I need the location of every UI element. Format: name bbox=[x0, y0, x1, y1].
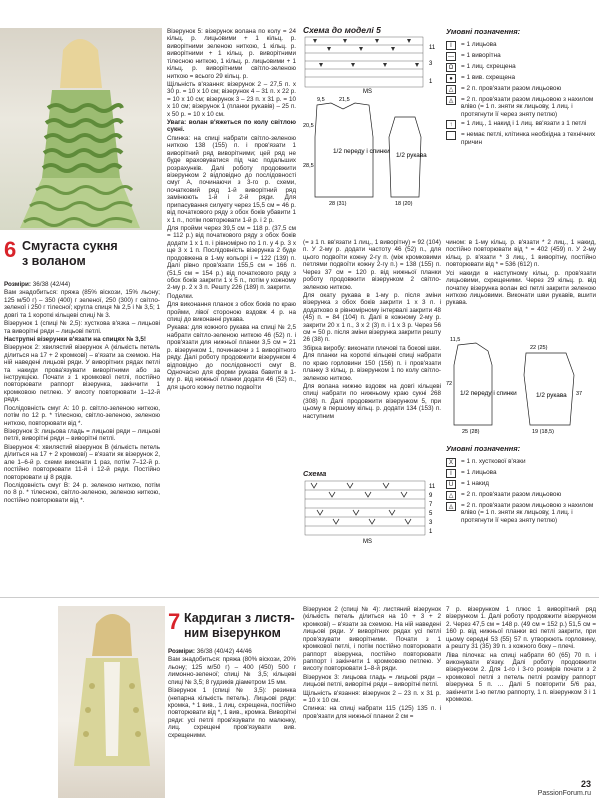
legend-item: ◬ = 2 п. пров'язати разом лицьовою з нахилом вліво (= 1 п. зняти як лицьову, 1 лиц. і протягнути її через зняту петлю) bbox=[446, 96, 596, 119]
article7-column-2 bbox=[303, 606, 441, 721]
row-number: 1 bbox=[429, 79, 433, 86]
dimension-label: 20,5 bbox=[303, 123, 314, 130]
legend-title: Умовні позначення: bbox=[446, 444, 521, 453]
article6-column-1 bbox=[4, 281, 160, 505]
dimension-label: 21,5 bbox=[339, 97, 350, 104]
legend-model5 bbox=[446, 28, 596, 149]
row-number: 9 bbox=[429, 492, 433, 499]
row-number: 11 bbox=[429, 483, 436, 490]
sizes-line: Розміри: 36/38 (42/44) bbox=[4, 281, 71, 288]
pattern-label-back: 1/2 переду і спинки bbox=[333, 148, 390, 156]
article7-title-line1: Кардиган з листя- bbox=[184, 611, 295, 625]
paragraph: Візерунок 3: лицьова гладь = лицьові ряди – лицьові петлі, виворітні ряди – виворітні петлі. bbox=[4, 428, 160, 443]
cardigan-illustration bbox=[58, 606, 165, 798]
legend-item: = немає петлі, клітинка необхідна з технічних причин bbox=[446, 131, 596, 146]
row-number: 3 bbox=[429, 61, 433, 68]
dimension-label: 11,5 bbox=[450, 337, 461, 343]
paragraph: Візерунок 4: хвилястий візерунок В (кількість петель ділиться на 17 + 2 кромкові) – в'язати як візерунок 2, але 1–6-й р. схеми виконати 1 раз, потім 7–12-й р. постійно повторювати 11-й і 12-й ряди. Постійно повторювати ці 8 рядів. bbox=[4, 443, 160, 481]
paragraph: 7 р. візерунком 1 плюс 1 виворітний ряд візерунком 1. Далі роботу продовжити візерунком 2. Через 47,5 см = 148 р. (49 см = 152 р.) 51,5 см = 160 р. від нижньої планки всі петлі закрити, при цьому середні 53 (55) 57 п. утворюють горловину, а решту 31 (35) 39 п. з кожного боку – плечі. bbox=[446, 606, 596, 651]
stitch-chart-leaf bbox=[303, 470, 443, 549]
paragraph: Послідовність смуг В: 24 р. зеленою ниткою, потім по 8 р. * тілесною, світло-зеленою, зеленою ниткою, постійно повторювати від *. bbox=[4, 481, 160, 504]
article7-column-1 bbox=[168, 648, 296, 740]
paragraph: Послідовність смуг А: 10 р. світло-зеленою ниткою, потім по 12 р. * тілесною, світло-зеленою, зеленою ниткою, повторювати від *. bbox=[4, 404, 160, 427]
article7-column-3 bbox=[446, 606, 596, 704]
legend-item: U = 1 накид bbox=[446, 480, 596, 489]
paragraph: Вам знадобиться: пряжа (85% віскози, 15% льону; 125 м/50 г) – 350 (400) г зеленої, 250 (300) г світло-зеленої і 250 г тілесної; кругла спиця № 2,5 і № 3,5; 1 довгі та 1 короткі кільцеві спиці № 3. bbox=[4, 289, 160, 319]
legend-item: Ω = 1 лиц. схрещена bbox=[446, 63, 596, 72]
ms-label: MS bbox=[363, 89, 372, 96]
sizes-line: Розміри: 36/38 (40/42) 44/46 bbox=[168, 648, 252, 655]
article7-title-line2: ним візерунком bbox=[184, 626, 281, 640]
legend-item: ↑ = 1 лиц., 1 накид і 1 лиц. вв'язати з 1 петлі bbox=[446, 120, 596, 129]
ms-label: MS bbox=[363, 538, 372, 545]
paragraph: Збірка виробу: виконати плечові та бокові шви. Для планки на короткі кільцеві спиці набрати по краю горловини 150 (156) п. і пров'язати планку 3 кільц. р. візерунком 1 по колу світло-зеленою ниткою. bbox=[303, 344, 441, 382]
dimension-label: 25 (28) bbox=[462, 429, 480, 435]
row-number: 3 bbox=[429, 519, 433, 526]
site-watermark: PassionForum.ru bbox=[537, 789, 591, 797]
pattern-label-sleeve: 1/2 рукава bbox=[396, 152, 427, 160]
paragraph: (= з 1 п. вв'язати 1 лиц., 1 виворітну) = 92 (104) п. У 2-му р. додати частоту 46 (52) п., для цього подвоїти кожну 2-гу п. (між кромковими петлями подвоїти кожну 2-гу п.) = 138 (155) п. Через 37 см = 120 р. від нижньої планки роботу продовжити візерунком 2 світло-зеленою ниткою. bbox=[303, 239, 441, 291]
article6-column-5 bbox=[446, 239, 596, 308]
chart-title: Схема bbox=[303, 469, 327, 478]
dimension-label: 72 bbox=[446, 381, 453, 387]
paragraph: Щільність в'язання: візерунок 2 – 23 п. х 31 р. = 10 х 10 см. bbox=[303, 689, 441, 705]
legend-item: ● = 1 вив. схрещена bbox=[446, 74, 596, 83]
row-number: 7 bbox=[429, 501, 433, 508]
article6-title-line2: з воланом bbox=[22, 254, 86, 268]
dress-illustration bbox=[0, 28, 162, 230]
paragraph: Візерунок 1 (спиці № 2,5): хусткова в'язка – лицьові та виворітні ряди – лицьові петлі. bbox=[4, 320, 160, 335]
dimension-label: 37 bbox=[576, 391, 583, 397]
article7-number: 7 bbox=[168, 609, 181, 634]
article7-title bbox=[168, 609, 298, 641]
article6-number: 6 bbox=[4, 237, 17, 262]
paragraph: Візерунок 1 (спиці № 3,5): резинка (непарна кількість петель). Лицьові ряди: кромка, * 1 вив., 1 лиц. схрещена, постійно повторювати від *, 1 вив., кромка. Виворітні ряди: усі петлі пров'язувати по малюнку, лиц. схрещені пров'язувати вив. схрещеними. bbox=[168, 687, 296, 739]
paragraph: Для пройми через 39,5 см = 118 р. (37,5 см = 112 р.) від початкового ряду з обох боків додати 1 х 1 п. і рівномірно по 1 п. у 4 р. 3 х ще 3 х 1 п. Послідовність візерунка 2 буде продовжена в 1-му кольорі і = 122 (139) п. Далі рівно пров'язати 155,5 см = 166 п. (51,5 см = 154 р.) від початкового ряду з обох боків закрити 1 х 5 п., потім у кожному 2-му р. 2 х 3 п. Решту 226 (189) п. закрити. bbox=[167, 224, 296, 292]
page-number: 23 bbox=[580, 779, 591, 790]
legend-item: I = 1 лицьова bbox=[446, 469, 596, 478]
paragraph: Візерунок 2: хвилястий візерунок А (кількість петель ділиться на 17 + 2 кромкові) – в'язати за схемою. На ній наведені лицьові ряди. У виворітних рядах петлі та накиди прова'язувати виворітними або за інструкцією. Почати з 1 кромкової петлі, постійно повторювати раппорт візерунка, закінчити 1 кромковою петлею. У висоту повторювати 1–12-й ряди. bbox=[4, 344, 160, 404]
paragraph: Візерунок 2 (спиці № 4): листяний візерунок (кількість петель ділиться на 10 + 3 + 2 кромкові) – в'язати за схемою. На ній наведені лицьові ряди. У виворітних рядах усі петлі пров'язувати виворітними. Почати з 1 кромкової петлі, і потім постійно повторювати раппорт візерунка, постійно повторювати раппорт і закінчити 1 кромковою петлею. У висоту повторювати 1–8-й ряди. bbox=[303, 606, 441, 673]
pattern-label-sleeve: 1/2 рукава bbox=[536, 392, 567, 399]
paragraph: Наструпні візерунки в'язати на спицях № 3,5! bbox=[4, 335, 146, 343]
article6-column-2 bbox=[167, 28, 296, 392]
scheme-model5 bbox=[303, 25, 443, 210]
legend-item: X = 1 п. хусткової в'язки bbox=[446, 458, 596, 467]
paragraph: Для волана нижню вздовж на довгі кільцеві спиці набрати по нижньому краю сукні 268 (308) п. Далі продовжити візерунком 5, при цьому в першому кільц. р. додати 134 (153) п. наступним bbox=[303, 383, 441, 420]
model-photo-cardigan bbox=[58, 606, 165, 798]
leaf-chart bbox=[303, 479, 443, 547]
dimension-label: 28,5 bbox=[303, 163, 314, 170]
paragraph: Візерунок 5: візерунок волана по колу = 24 кільц. р. лицьовими + 1 кільц. р. виворітними зеленою ниткою, 1 кільц. р. виворітними + 1 кільц. р. виворітними тілесною ниткою, 1 кільц. р. лицьовими + 1 кільц. р. виворітними світло-зеленою ниткою = всього 29 кільц. р. bbox=[167, 28, 296, 80]
legend-item: I = 1 лицьова bbox=[446, 41, 596, 50]
legend-model7 bbox=[446, 445, 596, 526]
row-number: 11 bbox=[429, 45, 436, 52]
article6-title-line1: Смугаста сукня bbox=[22, 239, 118, 253]
section-divider bbox=[0, 597, 599, 598]
paragraph: Спинка: на спиці набрати 115 (125) 135 п. і пров'язати для нижньої планки 2 см = bbox=[303, 705, 441, 720]
paragraph: Спинка: на спиці набрати світло-зеленою ниткою 138 (155) п. і пров'язати 1 виворітний ряд виворітними; цей ряд не буде враховуватися під час подальших розрахунків. Далі роботу продовжити візерунком 2 відповідно до послідовності смуг А, починаючи з 3-го р. схеми, початковий ряд 1-й виворітний ряд замінюють 1-й і 2-й ряди. Для припасування силуету через 15,5 см = 46 р. від початкового ряду з обох боків убавити 1 х 1 п., потім повторювати 1-й р. і 2 р. bbox=[167, 134, 296, 224]
legend-item: — = 1 виворітна bbox=[448, 51, 501, 60]
row-number: 5 bbox=[429, 510, 433, 517]
scheme-title: Схема до моделі 5 bbox=[303, 25, 381, 35]
legend-item: △ = 2 п. пров'язати разом лицьовою bbox=[446, 491, 596, 500]
paragraph: Для окату рукава в 1-му р. після зміни візерунка з обох боків закрити 1 х 3 п. і додатково в рівномірному інтервалі закрити 48 (45) п. = 84 (104) п. Далі в кожному 2-му р. закрити 20 х 1 п., 3 х 2 (3) п. і 1 х 3 р. Через 56 см = 50 р. після зміни візерунка закрити решту 26 (38) п. bbox=[303, 291, 441, 344]
legend-item: ◬ = 2 п. пров'язати разом лицьовою з нахилом вліво (= 1 п. зняти як лицьову, 1 лиц. і протягнути її через зняту петлю) bbox=[446, 502, 596, 525]
dimension-label: 18 (20) bbox=[395, 201, 413, 208]
row-number: 1 bbox=[429, 528, 433, 535]
paragraph: Вам знадобиться: пряжа (80% віскози, 20% льону; 125 м/50 г) – 400 (450) 500 г лимонно-зеленої; спиці № 3,5; кільцеві спиці № 3,5; 8 гудзиків діаметром 15 мм. bbox=[168, 656, 296, 686]
page-footer bbox=[538, 779, 591, 798]
dimension-label: 9,5 bbox=[317, 97, 325, 104]
pattern-outline-cardigan bbox=[446, 335, 596, 435]
paragraph: Для виконання планок з обох боків по краю пройми, лівої стороною вздовж 4 р. на спиці до виконанні рукава. bbox=[167, 301, 296, 324]
legend-title: Умовні позначення: bbox=[446, 27, 521, 36]
article6-column-4 bbox=[303, 239, 441, 421]
paragraph: Рукава: для кожного рукава на спиці № 2,5 набрати світло-зеленою ниткою 46 (52) п. і пров'язати для нижньої планки 3,5 см = 21 р. візерунком 1, починаючи з 1 виворітного ряду. Далі роботу продовжити візерунком 4 відповідно до послідовності смуг В. Одночасно для форми рукава бавити в 1-му р. від нижньої планки додати 46 (52) п., для цього кожну петлю подвоїти bbox=[167, 324, 296, 391]
paragraph: Поделки. bbox=[167, 292, 194, 300]
model-photo-dress bbox=[0, 28, 162, 230]
paragraph: Усі накиди в наступному кільц. р. пров'язати лицьовими, схрещеними. Через 29 кільц. р. від початку візерунка волан всі петлі закрити зеленою ниткою лицьовими. Виконати шви рукавів, вшити рукава. bbox=[446, 269, 596, 307]
article6-title bbox=[4, 237, 164, 269]
dimension-label: 22 (25) bbox=[530, 345, 548, 351]
legend-item: △ = 2 п. пров'язати разом лицьовою bbox=[446, 85, 596, 94]
stitch-chart-a bbox=[303, 35, 443, 95]
paragraph: Візерунок 3: лицьова гладь = лицьові ряди – лицьові петлі, виворітні ряди – виворітні петлі. bbox=[303, 673, 441, 689]
dimension-label: 28 (31) bbox=[329, 201, 347, 208]
paragraph: Щільність в'язання: візерунок 2 – 27,5 п. х 30 р. = 10 х 10 см; візерунок 4 – 31 п. х 22 р. = 10 х 10 см; візерунок 3 – 23 п. х 31 р. = 10 х 10 см; візерунок 1 (планки рукавів) – 25 п. х 50 р. = 10 х 10 см. bbox=[167, 80, 296, 118]
pattern-label-back: 1/2 переду і спинки bbox=[460, 390, 517, 397]
paragraph: Увага: волан в'яжеться по колу світлою сукні. bbox=[167, 119, 296, 134]
paragraph: чином: в 1-му кільц. р. в'язати * 2 лиц., 1 накид, постійно повторювати від * = 402 (459) п. У 2-му кільц. р. в'язати * 3 лиц., 1 виворітну, постійно повторювати від * = 536 (612) п. bbox=[446, 239, 596, 269]
pattern-outline-dress bbox=[303, 97, 443, 207]
paragraph: Ліва пілочка: на спиці набрати 60 (65) 70 п. і виконувати в'язку. Далі роботу продовжити візерунком 2. Для 1-го і 3-го розмірів почати з 2 кромкової петлі з петель петлі розміру раппорт візерунка 5 п. … Далі 5 повторити 5/6 раз, закінчити 1-ю петлю раппорту, 1 п. візерунком 3 і 1 кромкою. bbox=[446, 651, 596, 704]
dimension-label: 19 (18,5) bbox=[532, 429, 555, 435]
